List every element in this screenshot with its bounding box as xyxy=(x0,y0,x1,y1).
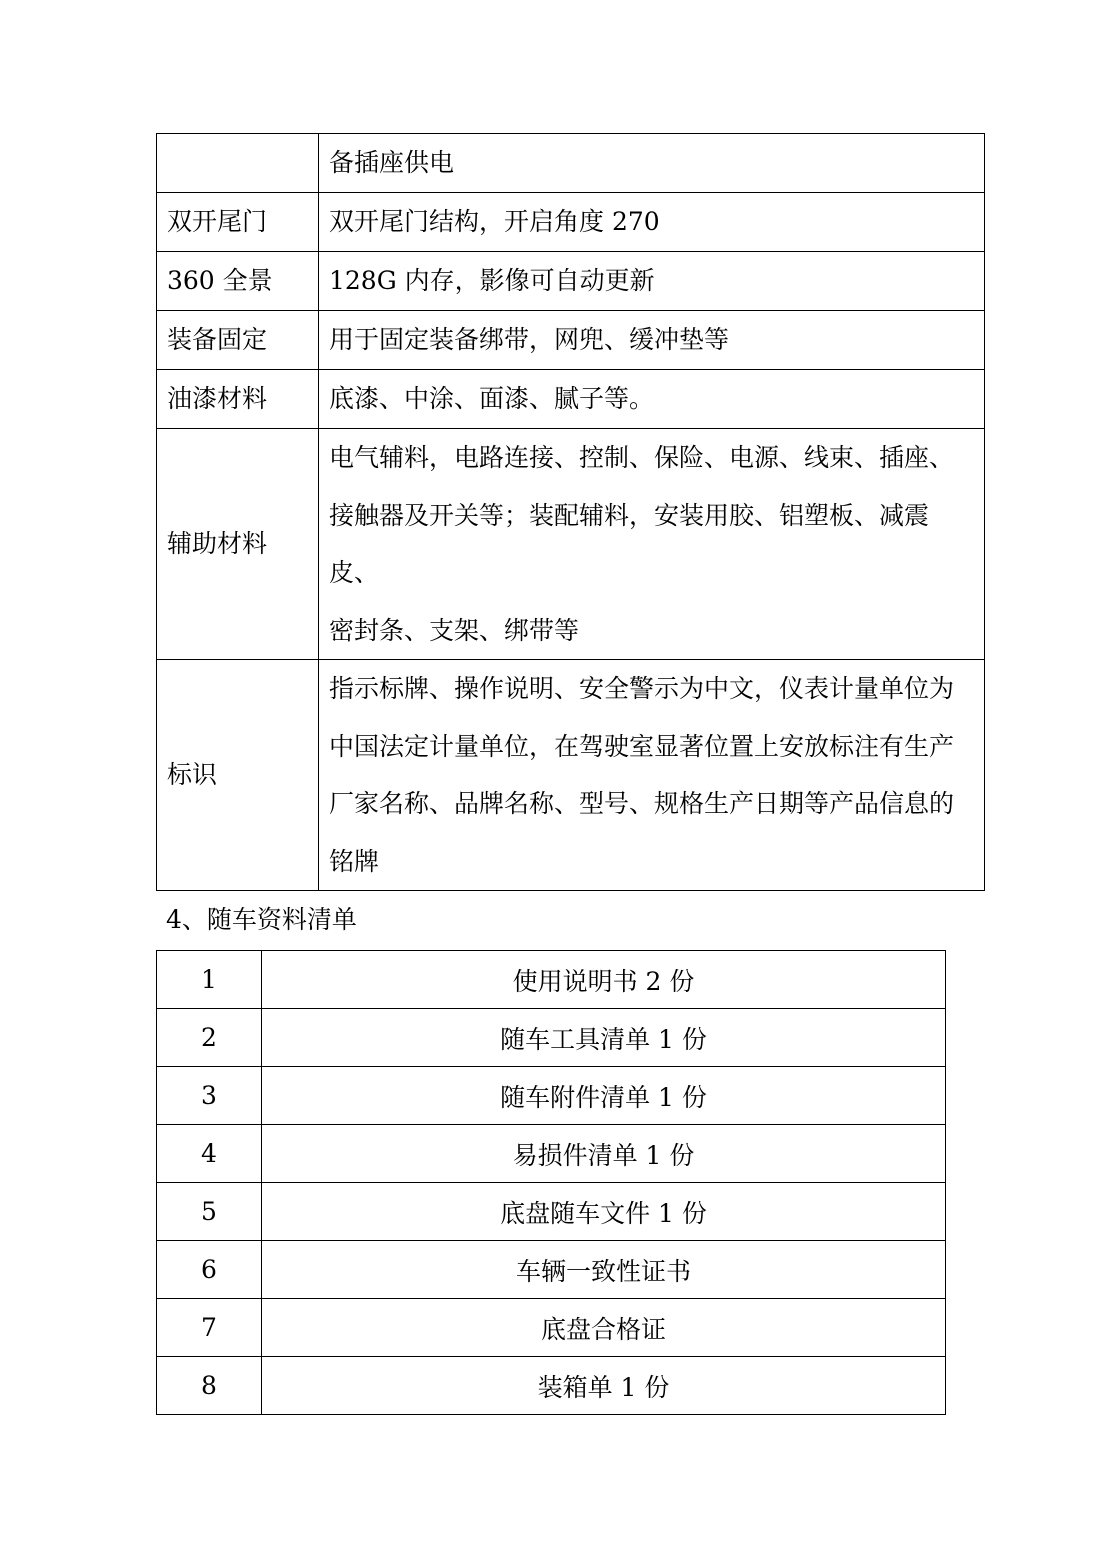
spec-label: 油漆材料 xyxy=(157,370,319,429)
spec-label: 360 全景 xyxy=(157,252,319,311)
documents-table xyxy=(156,950,946,1415)
document-item: 底盘随车文件 1 份 xyxy=(262,1183,946,1241)
section-title: 4、随车资料清单 xyxy=(166,905,357,934)
spec-value: 用于固定装备绑带，网兜、缓冲垫等 xyxy=(319,311,985,370)
spec-value-line: 指示标牌、操作说明、安全警示为中文，仪表计量单位为 xyxy=(329,674,955,703)
row-number: 6 xyxy=(157,1241,262,1299)
document-item: 底盘合格证 xyxy=(262,1299,946,1357)
table-row xyxy=(157,193,985,252)
table-row xyxy=(157,370,985,429)
spec-value-line: 电气辅料，电路连接、控制、保险、电源、线束、插座、 xyxy=(329,443,955,472)
spec-value: 底漆、中涂、面漆、腻子等。 xyxy=(319,370,985,429)
row-number: 7 xyxy=(157,1299,262,1357)
spec-label: 标识 xyxy=(157,660,319,891)
table-row xyxy=(157,1299,946,1357)
table-row xyxy=(157,1183,946,1241)
table-row xyxy=(157,1067,946,1125)
spec-label xyxy=(157,134,319,193)
table-row xyxy=(157,1241,946,1299)
row-number: 5 xyxy=(157,1183,262,1241)
document-item: 装箱单 1 份 xyxy=(262,1357,946,1415)
spec-value-line: 铭牌 xyxy=(329,846,380,876)
table-row xyxy=(157,951,946,1009)
table-row xyxy=(157,1357,946,1415)
table-row xyxy=(157,1125,946,1183)
spec-value-line: 密封条、支架、绑带等 xyxy=(329,615,580,645)
spec-value-line: 接触器及开关等；装配辅料，安装用胶、铝塑板、减震皮、 xyxy=(329,500,930,587)
spec-value-line: 厂家名称、品牌名称、型号、规格生产日期等产品信息的 xyxy=(329,789,955,818)
row-number: 3 xyxy=(157,1067,262,1125)
spec-value xyxy=(319,660,985,891)
table-row xyxy=(157,1009,946,1067)
spec-value xyxy=(319,429,985,660)
spec-value: 128G 内存，影像可自动更新 xyxy=(319,252,985,311)
table-row xyxy=(157,660,985,891)
spec-value-line: 中国法定计量单位，在驾驶室显著位置上安放标注有生产 xyxy=(329,731,955,761)
document-item: 随车附件清单 1 份 xyxy=(262,1067,946,1125)
spec-table xyxy=(156,133,985,891)
row-number: 1 xyxy=(157,951,262,1009)
spec-value: 备插座供电 xyxy=(319,134,985,193)
row-number: 4 xyxy=(157,1125,262,1183)
spec-value: 双开尾门结构，开启角度 270 xyxy=(319,193,985,252)
document-item: 易损件清单 1 份 xyxy=(262,1125,946,1183)
row-number: 2 xyxy=(157,1009,262,1067)
document-item: 随车工具清单 1 份 xyxy=(262,1009,946,1067)
spec-label: 装备固定 xyxy=(157,311,319,370)
table-row xyxy=(157,311,985,370)
spec-label: 辅助材料 xyxy=(157,429,319,660)
table-row xyxy=(157,134,985,193)
table-row xyxy=(157,429,985,660)
document-item: 使用说明书 2 份 xyxy=(262,951,946,1009)
table-row xyxy=(157,252,985,311)
spec-label: 双开尾门 xyxy=(157,193,319,252)
row-number: 8 xyxy=(157,1357,262,1415)
document-item: 车辆一致性证书 xyxy=(262,1241,946,1299)
